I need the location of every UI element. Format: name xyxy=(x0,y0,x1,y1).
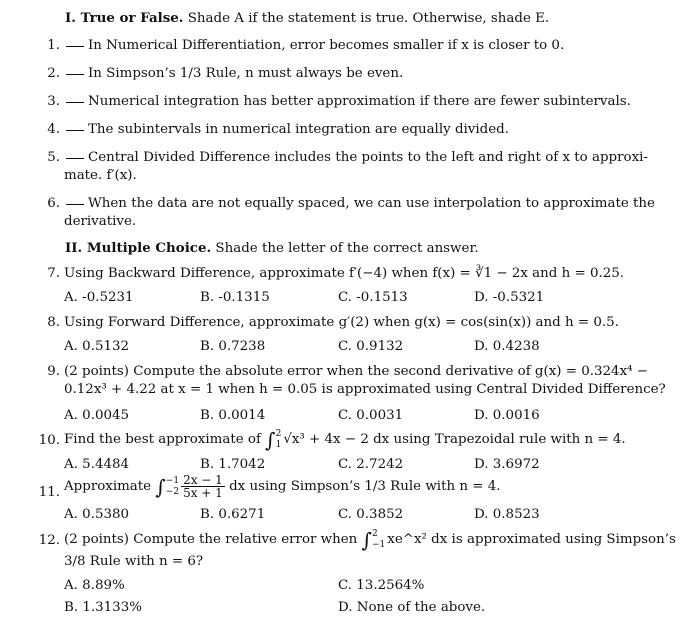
option-a[interactable]: A. 0.0045 xyxy=(64,408,130,423)
option-a[interactable]: A. 8.89% xyxy=(64,578,125,593)
option-c[interactable]: C. 0.0031 xyxy=(338,408,404,423)
item-number: 1. xyxy=(47,38,60,53)
option-b[interactable]: B. 0.0014 xyxy=(200,408,266,423)
option-d[interactable]: D. 0.0016 xyxy=(474,408,540,423)
question-text-b: dx using Simpson’s 1/3 Rule with n = 4. xyxy=(229,479,501,494)
question-number: 9. xyxy=(47,364,60,379)
item-text-cont: derivative. xyxy=(64,214,137,229)
option-d[interactable]: D. 0.8523 xyxy=(474,507,540,522)
option-a[interactable]: A. -0.5231 xyxy=(64,290,134,305)
question-text-cont: 0.12x³ + 4.22 at x = 1 when h = 0.05 is approximated using Central Divided Difference? xyxy=(64,382,666,397)
question-number: 8. xyxy=(47,315,60,330)
section-2-header xyxy=(65,240,479,256)
section-1-header xyxy=(65,10,549,26)
section-1-title: I. True or False. xyxy=(65,10,184,26)
question-text-cont: 3/8 Rule with n = 6? xyxy=(64,554,204,569)
question-text xyxy=(64,428,626,452)
question-text-b: is approximated using Simpson’s xyxy=(451,532,676,547)
option-d[interactable]: D. 0.4238 xyxy=(474,339,540,354)
integral-limits xyxy=(372,529,385,551)
section-2-instruction: Shade the letter of the correct answer. xyxy=(215,241,479,256)
item-text: Numerical integration has better approximation if there are fewer subintervals. xyxy=(88,94,631,109)
question-text xyxy=(64,474,500,499)
option-d[interactable]: D. None of the above. xyxy=(338,600,486,615)
integral-sign: ∫ xyxy=(361,528,372,552)
question-number: 7. xyxy=(47,266,60,281)
option-b[interactable]: B. 1.7042 xyxy=(200,457,266,472)
item-text: The subintervals in numerical integration are equally divided. xyxy=(88,122,509,137)
question-number: 12. xyxy=(38,533,60,548)
option-b[interactable]: B. -0.1315 xyxy=(200,290,270,305)
option-a[interactable]: A. 5.4484 xyxy=(64,457,130,472)
item-text-cont: mate. f′(x). xyxy=(64,168,137,183)
option-c[interactable]: C. 0.9132 xyxy=(338,339,404,354)
item-number: 2. xyxy=(47,66,60,81)
lower-limit: −2 xyxy=(165,486,180,497)
integrand: √x³ + 4x − 2 dx xyxy=(283,432,390,447)
option-b[interactable]: B. 0.6271 xyxy=(200,507,266,522)
answer-blank[interactable] xyxy=(66,46,84,47)
option-b[interactable]: B. 1.3133% xyxy=(64,600,142,615)
question-text: (2 points) Compute the absolute error when the second derivative of g(x) = 0.324x⁴ − xyxy=(64,364,648,379)
question-number: 11. xyxy=(38,485,60,500)
answer-blank[interactable] xyxy=(66,204,84,205)
denominator: 5x + 1 xyxy=(183,486,223,500)
lower-limit: −1 xyxy=(372,539,386,550)
option-c[interactable]: C. 13.2564% xyxy=(338,578,425,593)
item-number: 4. xyxy=(47,122,60,137)
option-a[interactable]: A. 0.5132 xyxy=(64,339,130,354)
option-d[interactable]: D. -0.5321 xyxy=(474,290,545,305)
question-text: Using Forward Difference, approximate g′(2) when g(x) = cos(sin(x)) and h = 0.5. xyxy=(64,315,619,330)
answer-blank[interactable] xyxy=(66,74,84,75)
item-number: 5. xyxy=(47,150,60,165)
answer-blank[interactable] xyxy=(66,130,84,131)
option-a[interactable]: A. 0.5380 xyxy=(64,507,130,522)
integral-sign: ∫ xyxy=(265,428,276,452)
fraction xyxy=(181,474,225,499)
upper-limit: 2 xyxy=(372,528,378,539)
question-number: 10. xyxy=(38,433,60,448)
integral-limits xyxy=(166,476,179,498)
lower-limit: 1 xyxy=(275,439,282,450)
option-c[interactable]: C. 2.7242 xyxy=(338,457,404,472)
upper-limit: 2 xyxy=(275,428,282,439)
question-text-a: Approximate xyxy=(64,479,152,494)
question-text-a: (2 points) Compute the relative error when xyxy=(64,532,358,547)
section-2-title: II. Multiple Choice. xyxy=(65,240,212,256)
integrand: xe^x² dx xyxy=(387,532,448,547)
item-number: 3. xyxy=(47,94,60,109)
question-text-a: Find the best approximate of xyxy=(64,432,261,447)
integral-limits xyxy=(276,429,282,451)
option-c[interactable]: C. -0.1513 xyxy=(338,290,408,305)
answer-blank[interactable] xyxy=(66,158,84,159)
item-number: 6. xyxy=(47,196,60,211)
item-text: Central Divided Difference includes the points to the left and right of x to approxi- xyxy=(88,150,648,165)
integral-sign: ∫ xyxy=(155,475,166,499)
section-1-instruction: Shade A if the statement is true. Otherwise, shade E. xyxy=(187,11,550,26)
option-c[interactable]: C. 0.3852 xyxy=(338,507,404,522)
question-text: Using Backward Difference, approximate f′(−4) when f(x) = ∛1 − 2x and h = 0.25. xyxy=(64,266,625,281)
question-text xyxy=(64,528,676,552)
question-text-b: using Trapezoidal rule with n = 4. xyxy=(393,432,626,447)
item-text: When the data are not equally spaced, we can use interpolation to approximate the xyxy=(88,196,655,211)
numerator: 2x − 1 xyxy=(183,473,223,487)
item-text: In Simpson’s 1/3 Rule, n must always be even. xyxy=(88,66,404,81)
upper-limit: −1 xyxy=(165,475,180,486)
option-d[interactable]: D. 3.6972 xyxy=(474,457,540,472)
option-b[interactable]: B. 0.7238 xyxy=(200,339,266,354)
item-text: In Numerical Differentiation, error becomes smaller if x is closer to 0. xyxy=(88,38,565,53)
answer-blank[interactable] xyxy=(66,102,84,103)
